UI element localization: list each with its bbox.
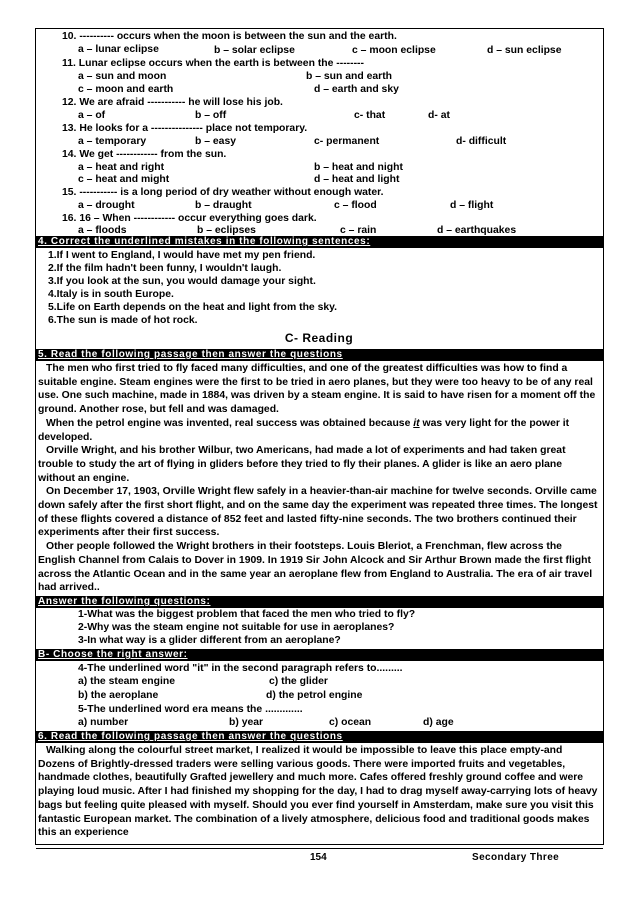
section-4-header: 4. Correct the underlined mistakes in the following sentences: <box>36 236 603 248</box>
q16-option-a: a – floods <box>78 225 127 236</box>
passage-1-paragraph-3 <box>38 444 600 485</box>
q12-option-a: a – of <box>78 110 106 121</box>
correction-item-4: 4.Italy is in south Europe. <box>48 289 174 300</box>
q13-option-c: c- permanent <box>314 136 380 147</box>
passage-1 <box>38 362 600 595</box>
q4-option-b: b) the aeroplane <box>78 690 159 701</box>
q4-option-a: a) the steam engine <box>78 676 176 687</box>
underlined-word-it: it <box>413 417 420 429</box>
q4-option-d: d) the petrol engine <box>266 690 363 701</box>
question-11: 11. Lunar eclipse occurs when the earth is between the -------- <box>62 58 364 69</box>
q5-option-b: b) year <box>229 717 264 728</box>
question-12: 12. We are afraid ----------- he will lose his job. <box>62 97 283 108</box>
answer-questions-header: Answer the following questions: <box>36 596 603 608</box>
q16-option-d: d – earthquakes <box>437 225 517 236</box>
paragraph-text: was very light for the power it developed. <box>38 417 570 443</box>
correction-item-6: 6.The sun is made of hot rock. <box>48 315 198 326</box>
question-13: 13. He looks for a --------------- place not temporary. <box>62 123 308 134</box>
section-5-header: 5. Read the following passage then answer the questions <box>36 349 603 361</box>
q11-option-b: b – sun and earth <box>306 71 393 82</box>
question-15: 15. ----------- is a long period of dry weather without enough water. <box>62 187 384 198</box>
q5-option-d: d) age <box>423 717 454 728</box>
q16-option-c: c – rain <box>340 225 377 236</box>
correction-item-3: 3.If you look at the sun, you would damage your sight. <box>48 276 316 287</box>
question-5: 5-The underlined word era means the ............. <box>78 704 303 715</box>
q15-option-d: d – flight <box>450 200 494 211</box>
q13-option-d: d- difficult <box>456 136 507 147</box>
q13-option-a: a – temporary <box>78 136 147 147</box>
passage-1-paragraph-1 <box>38 362 600 417</box>
page-number: 154 <box>310 852 327 863</box>
paragraph-text: On December 17, 1903, Orville Wright flew safely in a heavier-than-air machine for twelve seconds. Orville came down safely after the first short flight, and on the same day the experiment was repeated three times. The longest of these flights covered a distance of 852 feet and lasted fifty-nine seconds. The two brothers continued their experiments after their first success. <box>38 486 598 539</box>
question-4: 4-The underlined word "it" in the second paragraph refers to......... <box>78 663 403 674</box>
correction-item-1: 1.If I went to England, I would have met my pen friend. <box>48 250 316 261</box>
question-1: 1-What was the biggest problem that faced the men who tried to fly? <box>78 609 416 620</box>
paragraph-text: Other people followed the Wright brothers in their footsteps. Louis Bleriot, a Frenchman, flew across the English Channel from Calais to Dover in 1909. In 1919 Sir John Alcock and Sir Arthur Brown made the first flight across the Atlantic Ocean and in the same year an aeroplane flew from England to Australia. The era of air travel had arrived.. <box>38 541 593 594</box>
q11-option-c: c – moon and earth <box>78 84 174 95</box>
question-10: 10. ---------- occurs when the moon is between the sun and the earth. <box>62 31 397 42</box>
choose-answer-header: B- Choose the right answer: <box>36 649 603 661</box>
q5-option-a: a) number <box>78 717 129 728</box>
correction-item-2: 2.If the film hadn't been funny, I wouldn't laugh. <box>48 263 282 274</box>
series-label: Secondary Three <box>472 852 560 863</box>
q10-option-c: c – moon eclipse <box>352 45 436 56</box>
passage-1-paragraph-5 <box>38 540 600 595</box>
paragraph-text: Orville Wright, and his brother Wilbur, two Americans, had made a lot of experiments and had taken great trouble to study the art of flying in gliders before they tried to fly their planes. A glider is like an aero plane without an engine. <box>38 445 566 484</box>
q14-option-a: a – heat and right <box>78 162 165 173</box>
q14-option-c: c – heat and might <box>78 174 170 185</box>
q14-option-d: d – heat and light <box>314 174 400 185</box>
q12-option-b: b – off <box>195 110 227 121</box>
q11-option-a: a – sun and moon <box>78 71 167 82</box>
q10-option-d: d – sun eclipse <box>487 45 562 56</box>
correction-item-5: 5.Life on Earth depends on the heat and light from the sky. <box>48 302 338 313</box>
paragraph-text: When the petrol engine was invented, real success was obtained because <box>46 417 414 429</box>
question-3: 3-In what way is a glider different from an aeroplane? <box>78 635 341 646</box>
passage-2-text: Walking along the colourful street market, I realized it would be impossible to leave this place empty-and Dozens of Brightly-dressed traders were selling various goods. There were imported fruits and vegetables, handmade clothes, beautifully Grafted jewellery and much more. Cafes offered freshly ground coffee and were playing loud music. After I had finished my shopping for the day, I had to drag myself away-carrying lots of heavy bags but feeling quite pleased with myself. Should you ever find yourself in Amsterdam, make sure you visit this fantastic European market. The combination of a lively atmosphere, delicious food and traditional goods makes this an experience <box>38 745 598 839</box>
q5-option-c: c) ocean <box>329 717 372 728</box>
passage-1-paragraph-2 <box>38 417 600 444</box>
q14-option-b: b – heat and night <box>314 162 403 173</box>
reading-title: C- Reading <box>284 331 354 345</box>
passage-2 <box>38 744 600 842</box>
q16-option-b: b – eclipses <box>197 225 256 236</box>
paragraph-text: The men who first tried to fly faced many difficulties, and one of the greatest difficulties was how to find a suitable engine. Steam engines were the first to be tried in aero planes, but they were too heavy to be of any real use. One such machine, made in 1884, was driven by a steam engine. It is said to have risen for a moment off the ground. Another rose, but fell and was damaged. <box>38 363 596 416</box>
q13-option-b: b – easy <box>195 136 237 147</box>
q15-option-b: b – draught <box>195 200 252 211</box>
q15-option-a: a – drought <box>78 200 135 211</box>
q12-option-c: c- that <box>354 110 386 121</box>
q11-option-d: d – earth and sky <box>314 84 399 95</box>
section-6-header: 6. Read the following passage then answer the questions <box>36 731 603 743</box>
q10-option-b: b – solar eclipse <box>214 45 295 56</box>
question-14: 14. We get ------------ from the sun. <box>62 149 227 160</box>
footer-divider <box>36 848 603 849</box>
passage-1-paragraph-4 <box>38 485 600 540</box>
q15-option-c: c – flood <box>334 200 377 211</box>
question-2: 2-Why was the steam engine not suitable for use in aeroplanes? <box>78 622 395 633</box>
q10-option-a: a – lunar eclipse <box>78 44 159 55</box>
q12-option-d: d- at <box>428 110 450 121</box>
q4-option-c: c) the glider <box>269 676 328 687</box>
question-16: 16. 16 – When ------------ occur everything goes dark. <box>62 213 317 224</box>
